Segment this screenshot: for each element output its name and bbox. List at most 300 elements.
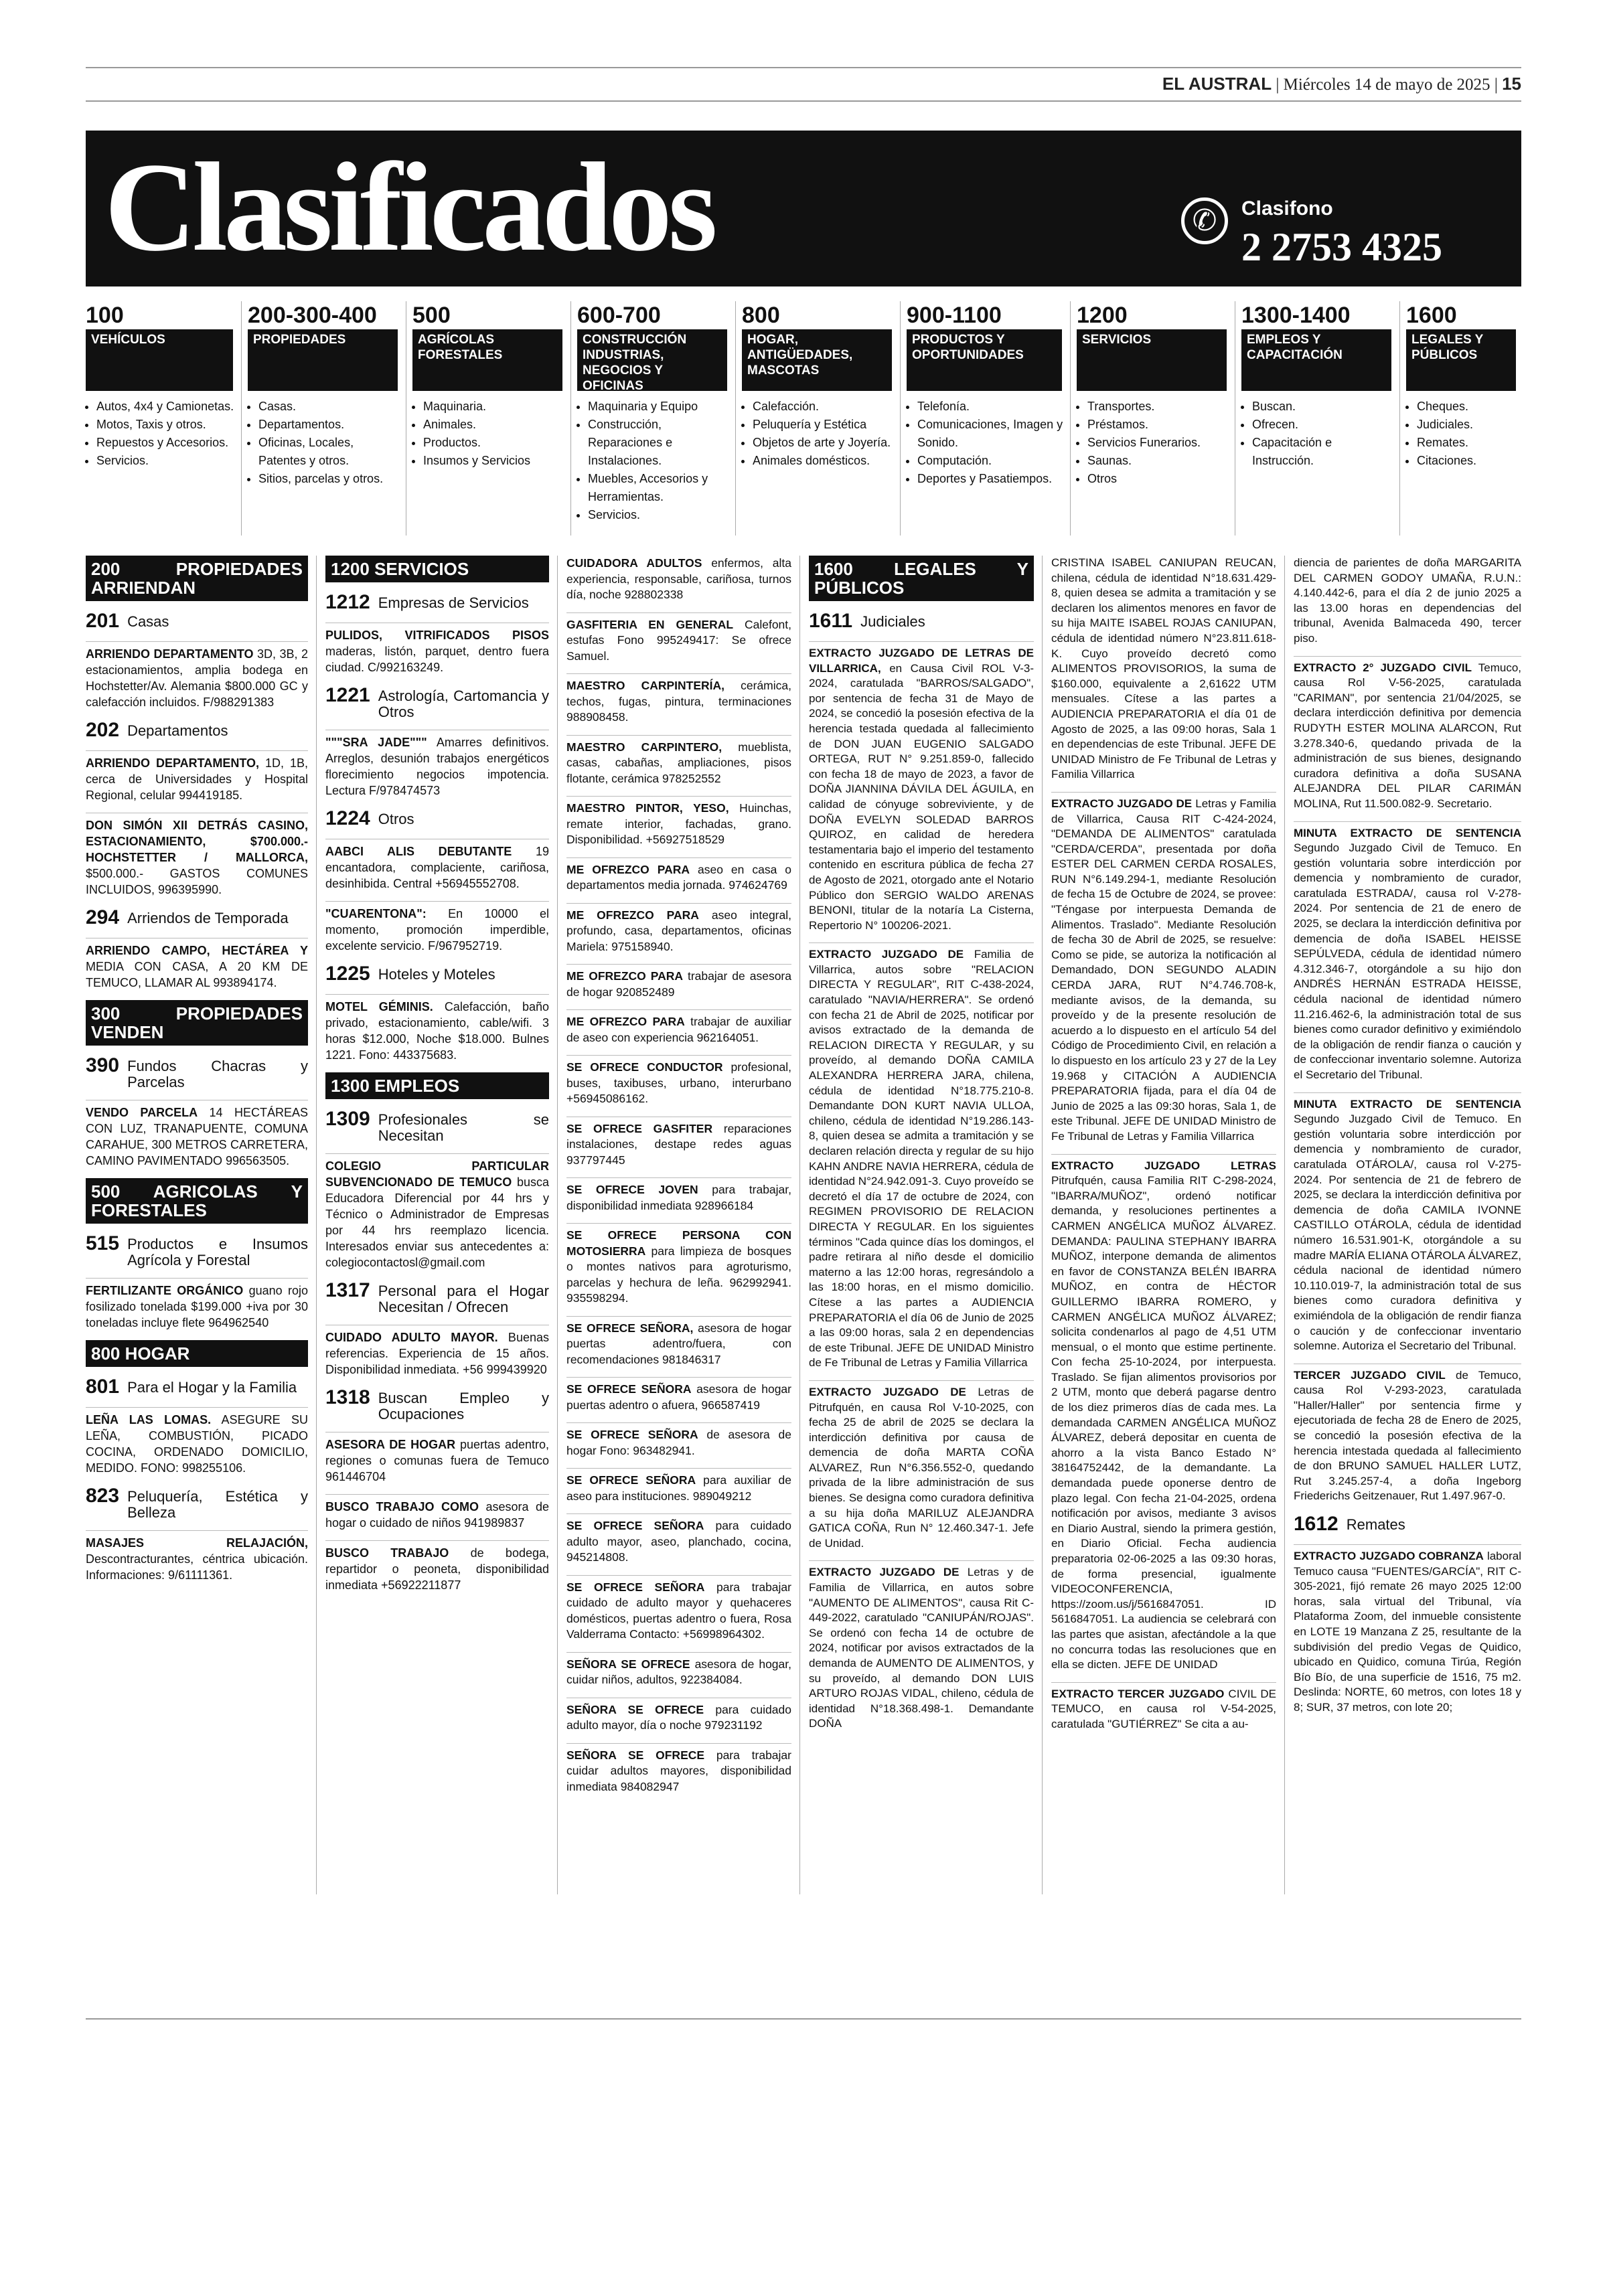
subsection-number: 801 [86,1376,120,1398]
list-item: • Computación. [917,452,1067,470]
ad-heading: AABCI ALIS DEBUTANTE [325,845,512,858]
ad-body: busca Educadora Diferencial por 44 hrs y Técnico o Administrador de Empresas por 44 hrs reemplazo licencia. Interesados enviar sus antecedentes a: colegiocontactosl@gmail.com [325,1175,549,1269]
category-items [412,398,568,470]
classified-ad [325,730,549,799]
classified-ad [566,1055,791,1107]
legal-notice [1051,556,1276,783]
legal-notice [809,1380,1034,1552]
ad-heading: EXTRACTO TERCER JUZGADO [1051,1687,1225,1700]
category-100 [86,301,238,536]
category-800 [742,301,897,536]
category-1600 [1406,301,1521,536]
ad-body: profesional, buses, taxibuses, urbano, interurbano +56945086162. [566,1060,791,1105]
ad-heading: ME OFREZCO PARA [566,969,684,983]
list-item: • Préstamos. [1087,416,1232,434]
classified-ad [566,1513,791,1566]
classified-ad [86,1100,308,1169]
section-banner [86,131,1521,286]
subsection-number: 1221 [325,684,370,706]
ad-body: CRISTINA ISABEL CANIUPAN REUCAN, chilena, cédula de identidad N°18.631.429-8, quien desea se admita a tramitación y se declaren los alimentos menores en favor de su hija MAITE ISABEL ROJAS CANIUPAN, cédula de identidad número N°23.811.618-K. Cuyo proveído decretó como ALIMENTOS PROVISORIOS, la suma de $160.000, equivalente a 2,61622 UTM mensuales. Cítese a las partes a AUDIENCIA PREPARATORIA el día 01 de Agosto de 2025, a las 09:00 horas, Sala 1 en dependencias de este Tribunal. JEFE DE UNIDAD Ministro de Fe Tribunal de Letras y Familia Villarrica [1051,556,1276,781]
classified-ad [566,796,791,848]
ad-heading: TERCER JUZGADO CIVIL [1294,1368,1446,1382]
classified-ad [325,1153,549,1270]
ad-heading: MAESTRO CARPINTERO, [566,740,722,754]
ad-heading: EXTRACTO JUZGADO DE [809,1385,966,1398]
section-title: Clasificados [104,137,714,278]
list-item: • Transportes. [1087,398,1232,416]
classified-ad [566,1177,791,1214]
divider [900,301,901,536]
legal-notice [1294,1544,1521,1716]
ad-heading: MASAJES RELAJACIÓN, [86,1536,308,1550]
subsection-number: 1309 [325,1108,370,1130]
ad-body: Descontracturantes, céntrica ubicación. Informaciones: 9/61111361. [86,1552,308,1582]
classified-ad [86,1530,308,1583]
ad-heading: MOTEL GÉMINIS. [325,1000,433,1013]
ad-heading: EXTRACTO JUZGADO DE [1051,797,1193,810]
column-divider [1284,556,1285,1894]
category-500 [412,301,568,536]
ad-heading: SE OFRECE SEÑORA [566,1519,704,1532]
ad-heading: EXTRACTO JUZGADO DE [809,1566,960,1579]
classified-ad [325,623,549,675]
subsection [809,610,1034,632]
subsection-number: 1212 [325,591,370,613]
column-divider [799,556,800,1894]
subsection-title: Empresas de Servicios [378,594,529,611]
header-rule [86,100,1521,102]
list-item: • Judiciales. [1417,416,1521,434]
ad-heading: ARRIENDO DEPARTAMENTO [86,647,254,661]
ad-heading: MAESTRO CARPINTERÍA, [566,679,725,692]
classified-ad [325,1432,549,1485]
list-item: • Departamentos. [258,416,403,434]
category-label: AGRÍCOLAS FORESTALES [412,329,562,391]
legal-notice [1294,1092,1521,1354]
ad-heading: EXTRACTO JUZGADO DE LETRAS DE VILLARRICA, [809,647,1034,675]
category-number: 600-700 [577,303,661,328]
issue-date: Miércoles 14 de mayo de 2025 [1283,76,1490,94]
category-number: 900-1100 [907,303,1002,328]
ad-heading: EXTRACTO JUZGADO COBRANZA [1294,1550,1484,1563]
ad-heading: ARRIENDO DEPARTAMENTO, [86,756,259,770]
subsection-title: Fundos Chacras y Parcelas [127,1058,308,1090]
ad-body: Letras de Pitrufquén, en causa Rol V-10-2025, con fecha 25 de abril de 2025 se declara la interdicción definitiva por causa de demencia de doña MARTA COÑA ALVAREZ, Run N°6.356.552-0, quedando privada de la libre administración de sus bienes. Se designa como curadora definitiva a su hija doña MARILUZ ALEJANDRA GATICA COÑA, Run N° 12.460.347-1. Jefe de Unidad. [809,1385,1035,1550]
section-bar: 1600 LEGALES Y PÚBLICOS [809,556,1034,601]
ad-body: Segundo Juzgado Civil de Temuco. En gestión voluntaria sobre interdicción por demencia y nombramiento de curador, caratulada ESTRADA/, causa rol V-278-2024. Por sentencia de 21 de enero de 2025, se declara la interdicción definitiva por demencia de doña ISABEL HEISSE SEPÚLVEDA, cédula de identidad número 4.312.346-7, otorgándole a su hijo don ANDRÉS HERNÁN ESTRADA HEISSE, cédula nacional de identidad número 11.216.462-6, la administración total de sus bienes como curador definitivo y eximiéndolo de la obligación de rendir fianza o caución y de confeccionar inventario solemne. Autoriza el Secretario del Tribunal. [1294,841,1521,1081]
list-item: • Oficinas, Locales, Patentes y otros. [258,434,403,470]
ad-heading: SE OFRECE SEÑORA [566,1580,705,1594]
legal-notice [809,942,1034,1371]
section-bar: 200 PROPIEDADES ARRIENDAN [86,556,308,601]
list-item: • Ofrecen. [1252,416,1397,434]
list-item: • Peluquería y Estética [753,416,897,434]
category-1200 [1077,301,1232,536]
column-2 [325,556,549,1603]
section-bar: 800 HOGAR [86,1340,308,1367]
ad-body: mueblista, casas, cabañas, ampliaciones, pisos flotante, cerámica 978252552 [566,740,791,785]
list-item: • Objetos de arte y Joyería. [753,434,897,452]
category-900 [907,301,1067,536]
subsection [325,592,549,613]
classified-ad [566,1422,791,1459]
list-item: • Animales. [423,416,568,434]
list-item: • Servicios. [96,452,238,470]
ad-heading: MINUTA EXTRACTO DE SENTENCIA [1294,826,1521,839]
category-label: PROPIEDADES [248,329,398,391]
ad-body: Pitrufquén, causa Familia RIT C-298-2024, "IBARRA/MUÑOZ", ordenó notificar demanda, y resoluciones pertinentes a CARMEN ANGÉLICA MUÑOZ ÁLVAREZ. DEMANDA: PAULINA STEPHANY IBARRA MUÑOZ, interpone demanda de alimentos en favor de CONSTANZA BELÉN IBARRA MUÑOZ, en contra de HÉCTOR GUILLERMO IBARRA ROMERO, y CARMEN ANGÉLICA MUÑOZ ÁLVAREZ; solicita condenarlos al pago de 4,51 UTM mensual, o el monto que estime pertinente. Con fecha 25-10-2024, por interpuesta. Traslado. Se fijan alimentos provisorios por 2 UTM, monto que deberá pagarse dentro de los diez primeros días de cada mes. La demandada CARMEN ANGÉLICA MUÑOZ ÁLVAREZ, deberá depositar en cuenta de ahorro a la vista Banco Estado N° 38164752442, de la demandante. La demandada puede oponerse dentro de plazo legal. Con fecha 21-04-2025, ordena notificación por avisos, mediante 3 avisos en Diario Austral, siendo la primera gestión, en Diario Oficial. Fecha audiencia preparatoria 02-06-2025 a las 09:30 horas, de forma presencial, igualmente VIDEOCONFERENCIA, https://zoom.us/j/5616847051. ID 5616847051. La audiencia se celebrará con las partes que asistan, afectándole a la que no concurra todas las resoluciones que en ella se dicten. JEFE DE UNIDAD [1051,1174,1276,1671]
ad-heading: SE OFRECE SEÑORA, [566,1321,694,1335]
list-item: • Sitios, parcelas y otros. [258,470,403,488]
category-items [577,398,733,524]
subsection-title: Profesionales se Necesitan [378,1111,549,1144]
ad-body: de bodega, repartidor o peoneta, disponibilidad inmediata +56922211877 [325,1546,549,1592]
ad-heading: PULIDOS, VITRIFICADOS PISOS [325,629,549,642]
column-1 [86,556,308,1592]
ad-body: 3D, 3B, 2 estacionamientos, amplia bodega en Hochstetter/Av. Alemania $800.000 GC y calefacción incluidos. F/988291383 [86,647,308,709]
classified-ad [566,1009,791,1046]
subsection [86,1485,308,1521]
subsection [86,1055,308,1090]
ad-heading: ME OFREZCO PARA [566,908,699,922]
classified-ad [86,938,308,991]
list-item: • Saunas. [1087,452,1232,470]
category-label: PRODUCTOS Y OPORTUNIDADES [907,329,1062,391]
column-divider [557,556,558,1894]
subsection-title: Remates [1346,1516,1405,1534]
subsection-number: 515 [86,1232,120,1254]
ad-body: guano rojo fosilizado tonelada $199.000 +iva por 30 toneladas incluye flete 964962540 [86,1284,308,1329]
ad-heading: FERTILIZANTE ORGÁNICO [86,1284,244,1297]
list-item: • Motos, Taxis y otros. [96,416,238,434]
category-items [1406,398,1521,470]
ad-heading: SE OFRECE GASFITER [566,1121,713,1135]
list-item: • Casas. [258,398,403,416]
classified-ad [325,1494,549,1531]
legal-notice [809,641,1034,933]
ad-heading: SE OFRECE CONDUCTOR [566,1060,723,1074]
ad-heading: COLEGIO PARTICULAR SUBVENCIONADO DE TEMUCO [325,1159,549,1189]
category-600 [577,301,733,536]
clasifono-label: Clasifono [1241,197,1333,220]
list-item: • Maquinaria y Equipo [588,398,733,416]
classified-ad [566,1117,791,1169]
subsection-title: Peluquería, Estética y Belleza [127,1488,308,1521]
list-item: • Servicios. [588,506,733,524]
ad-body: ASEGURE SU LEÑA, COMBUSTIÓN, PICADO COCINA, ORDENADO DOMICILIO, MEDIDO. FONO: 998255106. [86,1413,308,1475]
column-divider [316,556,317,1894]
subsection-number: 1612 [1294,1513,1338,1536]
ad-heading: VENDO PARCELA [86,1106,198,1119]
ad-body: 14 HECTÁREAS CON LUZ, TRANAPUENTE, COMUNA CARAHUE, 300 METROS CARRETERA, CAMINO PAVIMENTADO 996563505. [86,1106,308,1167]
category-index [86,301,1521,536]
page-header: EL AUSTRAL | Miércoles 14 de mayo de 2025 | 15 [1162,74,1521,94]
category-200 [248,301,403,536]
phone-icon: ✆ [1181,197,1228,244]
paper-name: EL AUSTRAL [1162,74,1272,94]
category-items [742,398,897,470]
classified-ad [566,1743,791,1795]
subsection-number: 823 [86,1485,120,1507]
subsection-title: Personal para el Hogar Necesitan / Ofrecen [378,1283,549,1315]
ad-heading: SE OFRECE PERSONA CON MOTOSIERRA [566,1228,791,1258]
subsection [325,808,549,829]
ad-body: diencia de parientes de doña MARGARITA DEL CARMEN GODOY UMAÑA, R.U.N.: 4.140.442-6, para el día 2 de junio 2025 a las 13.00 horas en dependencias del tribunal, Avenida Balmaceda 490, tercer piso. [1294,556,1521,645]
category-number: 100 [86,303,124,328]
classified-ad [566,903,791,955]
list-item: • Productos. [423,434,568,452]
subsection-title: Hoteles y Moteles [378,966,495,983]
ad-body: reparaciones instalaciones, destape redes aguas 937797445 [566,1121,791,1167]
classified-ad [566,1316,791,1368]
classified-ad [86,813,308,898]
ad-heading: SE OFRECE JOVEN [566,1183,698,1196]
ad-body: de asesora de hogar Fono: 963482941. [566,1428,791,1457]
classified-ad [566,964,791,1000]
ad-body: de Temuco, causa Rol V-293-2023, caratulada "Haller/Haller" por sentencia firme y ejecutoriada de fecha 28 de Enero de 2025, se concedió la posesión efectiva de la herencia intestada quedada al fallecimiento de don BRUNO SAMUEL HALLER LUTZ, Rut 3.245.257-4, a doña Ingeborg Friederichs Geitzenauer, Rut 1.497.967-0. [1294,1368,1522,1503]
ad-body: trabajar de asesora de hogar 920852489 [566,969,791,999]
classified-ad [566,1698,791,1734]
ad-heading: ME OFREZCO PARA [566,862,690,876]
classified-ad [86,641,308,710]
subsection-number: 202 [86,719,120,741]
ad-body: $500.000.- GASTOS COMUNES INCLUIDOS, 996395990. [86,867,308,896]
classified-ad [566,612,791,665]
list-item: • Animales domésticos. [753,452,897,470]
ad-body: asesora de hogar, cuidar niños, adultos, 922384084. [566,1657,791,1686]
legal-notice [1051,792,1276,1145]
ad-heading: "CUARENTONA": [325,907,427,920]
legal-notice [1294,1364,1521,1504]
classified-ad [566,1223,791,1307]
subsection [86,720,308,741]
legal-notice [1294,556,1521,647]
ad-heading: CUIDADO ADULTO MAYOR. [325,1331,498,1344]
subsection [325,1109,549,1144]
list-item: • Autos, 4x4 y Camionetas. [96,398,238,416]
subsection-title: Astrología, Cartomancia y Otros [378,687,549,720]
ad-body: aseo en casa o departamentos media jornada. 974624769 [566,862,791,892]
ad-heading: ARRIENDO CAMPO, HECTÁREA Y [86,944,308,957]
ad-body: asesora de hogar o cuidado de niños 941989837 [325,1500,549,1530]
subsection-title: Productos e Insumos Agrícola y Forestal [127,1236,308,1268]
ad-heading: SE OFRECE SEÑORA [566,1382,692,1396]
classified-ad [325,901,549,954]
category-items [86,398,238,470]
subsection [1294,1513,1521,1535]
category-label: CONSTRUCCIÓN INDUSTRIAS, NEGOCIOS Y OFICINAS [577,329,727,391]
subsection-title: Arriendos de Temporada [127,910,289,926]
subsection-number: 1318 [325,1386,370,1408]
ad-body: asesora de hogar puertas adentro o afuera, 966587419 [566,1382,791,1412]
column-3 [566,556,791,1804]
subsection [325,963,549,985]
ad-heading: EXTRACTO JUZGADO LETRAS [1051,1159,1276,1172]
category-label: EMPLEOS Y CAPACITACIÓN [1241,329,1391,391]
list-item: • Buscan. [1252,398,1397,416]
classified-ad [325,994,549,1063]
subsection [86,1233,308,1268]
subsection-title: Buscan Empleo y Ocupaciones [378,1390,549,1422]
ad-heading: DON SIMÓN XII DETRÁS CASINO, ESTACIONAMIENTO, $700.000.- HOCHSTETTER / MALLORCA, [86,819,308,864]
ad-heading: SEÑORA SE OFRECE [566,1702,704,1716]
category-number: 1200 [1077,303,1128,328]
list-item: • Telefonía. [917,398,1067,416]
category-label: SERVICIOS [1077,329,1227,391]
section-bar: 300 PROPIEDADES VENDEN [86,1000,308,1046]
subsection-title: Para el Hogar y la Familia [127,1379,297,1396]
category-label: VEHÍCULOS [86,329,233,391]
subsection-number: 1225 [325,963,370,985]
top-rule [86,67,1521,68]
ad-body: puertas adentro, regiones o comunas fuera de Temuco 961446704 [325,1438,550,1483]
subsection [86,610,308,632]
section-bar: 1200 SERVICIOS [325,556,549,582]
category-number: 500 [412,303,451,328]
subsection-number: 201 [86,610,120,632]
subsection [325,685,549,720]
subsection-number: 390 [86,1054,120,1076]
ad-heading: MINUTA EXTRACTO DE SENTENCIA [1294,1097,1521,1111]
list-item: • Repuestos y Accesorios. [96,434,238,452]
ad-heading: MAESTRO PINTOR, YESO, [566,801,729,815]
ad-body: 19 encantadora, complaciente, cariñosa, desinhibida. Central +56945552708. [325,845,549,890]
ad-body: para auxiliar de aseo para instituciones. 989049212 [566,1473,791,1503]
list-item: • Muebles, Accesorios y Herramientas. [588,470,733,506]
subsection [325,1280,549,1315]
subsection [86,907,308,928]
list-item: • Citaciones. [1417,452,1521,470]
section-bar: 1300 EMPLEOS [325,1072,549,1099]
classified-ad [566,1652,791,1688]
ad-heading: """SRA JADE""" [325,736,427,749]
ad-body: Familia de Villarrica, autos sobre "RELACION DIRECTA Y REGULAR", RIT C-438-2024, caratulado "NAVIA/HERRERA". Se ordenó con fecha 21 de Abril de 2025, notificar por avisos extractado de la demanda de RELACION DIRECTA Y REGULAR, y su proveído, al demando DOÑA CAMILA ALEXANDRA HERRERA JARA, chilena, cédula de identidad N°18.775.210-8. Demandante DON KURT NAVIA ULLOA, chileno, cédula de identidad N°19.286.143-8, quien desea se admita a tramitación y se declaren relación directa y regular de su hijo KAHN ANDRE NAVIA HERRERA, cédula de identidad N°24.942.091-3. Cuyo proveído se decretó el día 17 de octubre de 2024, con REGIMEN PROVISORIO DE RELACION DIRECTA Y REGULAR. En los siguientes términos "Cada quince días los domingos, el padre retirara al niño desde el domicilio materno a las 12:00 horas, regresándolo a las 18:00 horas, en el mismo domicilio. Cítese a las partes a AUDIENCIA PREPARATORIA el día 06 de Junio de 2025 a las 09:00 horas, sala 2 en dependencias de este Tribunal. JEFE DE UNIDAD Ministro de Fe Tribunal de Letras y Familia Villarrica [809,948,1035,1370]
ad-heading: BUSCO TRABAJO COMO [325,1500,479,1513]
column-4 [809,556,1034,1741]
ad-heading: SE OFRECE SEÑORA [566,1428,698,1441]
list-item: • Calefacción. [753,398,897,416]
divider [1070,301,1071,536]
subsection-title: Casas [127,613,169,630]
ad-body: maderas, listón, parquet, dentro fuera ciudad. C/992163249. [325,645,549,674]
divider [570,301,571,536]
column-6 [1294,556,1521,1725]
ad-body: En 10000 el momento, promoción imperdible, excelente servicio. F/967952719. [325,907,549,953]
classified-ad [325,1325,549,1378]
ad-body: aseo integral, profundo, casa, departamentos, oficinas Mariela: 975158940. [566,908,791,953]
classified-ad [566,857,791,894]
legal-notice [809,1560,1034,1732]
ad-body: Letras y de Familia de Villarrica, en autos sobre "AUMENTO DE ALIMENTOS", causa Rit C-449-2022, caratulado "CANIUPÁN/ROJAS". Se ordenó con fecha 14 de octubre de 2024, notificar por avisos extractados de la demanda de AUMENTO DE ALIMENTOS, y su proveído, al demando DON LUIS ARTURO ROJAS VIDAL, chileno, cédula de identidad N°18.368.498-1. Demandante DOÑA [809,1566,1035,1730]
classified-ad [325,839,549,892]
ad-body: MEDIA CON CASA, A 20 KM DE TEMUCO, LLAMAR AL 993894174. [86,960,308,989]
ad-body: Calefont, estufas Fono 995249417: Se ofrece Samuel. [566,617,792,663]
classified-ad [86,750,308,803]
page-number: 15 [1502,74,1521,94]
legal-notice [1294,821,1521,1083]
subsection-number: 1611 [809,610,853,632]
category-number: 1300-1400 [1241,303,1351,328]
list-item: • Insumos y Servicios [423,452,568,470]
classified-ad [566,1377,791,1413]
divider [1399,301,1400,536]
ad-heading: LEÑA LAS LOMAS. [86,1413,212,1426]
category-number: 200-300-400 [248,303,377,328]
classified-ad [325,1540,549,1593]
list-item: • Remates. [1417,434,1521,452]
ad-body: cerámica, techos, fugas, pintura, terminaciones 988908458. [566,679,791,724]
ad-body: para trabajar cuidar adultos mayores, disponibilidad inmediata 984082947 [566,1748,791,1793]
ad-body: para limpieza de bosques o montes nativos para agroturismo, parcelas y hechura de leña. 962992941. 935598294. [566,1244,791,1305]
category-items [907,398,1067,488]
legal-notice [1051,1682,1276,1732]
classified-ad [566,673,791,726]
subsection-title: Judiciales [860,613,925,630]
ad-body: Huinchas, remate interior, fachadas, grano. Disponibilidad. +56927518529 [566,801,791,846]
category-items [1241,398,1397,470]
list-item: • Capacitación e Instrucción. [1252,434,1397,470]
classified-ad [566,1575,791,1643]
list-item: • Cheques. [1417,398,1521,416]
ad-body: Calefacción, baño privado, estacionamiento, cable/wifi. 3 horas $12.000, Noche $18.000. Bulnes 1221. Fono: 443375683. [325,1000,549,1062]
ad-heading: SEÑORA SE OFRECE [566,1748,705,1762]
ad-body: CIVIL DE TEMUCO, en causa rol V-54-2025, caratulada "GUTIÉRREZ" Se cita a au- [1051,1687,1276,1730]
divider [241,301,242,536]
list-item: • Comunicaciones, Imagen y Sonido. [917,416,1067,452]
category-label: HOGAR, ANTIGÜEDADES, MASCOTAS [742,329,892,391]
legal-notice [1051,1154,1276,1673]
ad-heading: ME OFREZCO PARA [566,1015,685,1028]
ad-body: Amarres definitivos. Arreglos, desunión trabajos energéticos florecimiento negocios impotencia. Lectura F/978474573 [325,736,549,797]
subsection-number: 1317 [325,1279,370,1301]
ad-body: Letras y Familia de Villarrica, Causa RIT C-424-2024, "DEMANDA DE ALIMENTOS" caratulada "CERDA/CERDA", presentada por doña ESTER DEL CARMEN CERDA ROSALES, RUN N°6.149.294-1, mediante Resolución de fecha 15 de Octubre de 2024, se provee: "Téngase por interpuesta Demanda de Alimentos. Traslado". Mediante Resolución de fecha 30 de Abril de 2025, se resuelve: Como se pide, se autoriza la notificación al Demandado, DON SEGUNDO ALADIN CERDA JARA, RUT N°4.746.708-k, mediante avisos, de la demanda, su proveído y de la presente resolución de acuerdo a lo dispuesto en el artículo 54 del Código de Procedimiento Civil, en relación a lo dispuesto en los artículo 23 y 27 de la Ley 19.968 y CITACIÓN A AUDIENCIA PREPARATORIA fijada, para el día 04 de Junio de 2025 a las 09:30 horas, Sala 1, de este Tribunal. JEFE DE UNIDAD Ministro de Fe Tribunal de Letras y Familia Villarrica [1051,797,1276,1143]
subsection [325,1387,549,1422]
section-bar: 500 AGRICOLAS Y FORESTALES [86,1178,308,1224]
list-item: • Maquinaria. [423,398,568,416]
ad-body: Temuco, causa Rol V-56-2025, caratulada "CARIMAN", por sentencia 21/04/2025, se declara interdicción definitiva por demencia RUDYTH ESTER MOLINA ALARCON, Rut 3.278.340-6, quedando privada de la administración de sus bienes, designando curadora definitiva a doña SUSANA ALEJANDRA DEL PILAR CARIMÁN MOLINA, Rut 11.500.082-9. Secretario. [1294,661,1521,810]
subsection-title: Otros [378,811,414,827]
column-5 [1051,556,1276,1742]
classified-ad [566,735,791,787]
bottom-rule [86,2018,1521,2020]
ad-heading: EXTRACTO JUZGADO DE [809,948,964,961]
classified-ad [566,556,791,603]
category-items [1077,398,1232,488]
ad-body: para trabajar, disponibilidad inmediata 928966184 [566,1183,791,1212]
list-item: • Servicios Funerarios. [1087,434,1232,452]
ad-body: para cuidado adulto mayor, día o noche 979231192 [566,1702,791,1732]
ad-heading: EXTRACTO 2° JUZGADO CIVIL [1294,661,1472,674]
ad-body: trabajar de auxiliar de aseo con experiencia 962164051. [566,1015,791,1044]
subsection-number: 1224 [325,807,370,829]
list-item: • Otros [1087,470,1232,488]
category-items [248,398,403,488]
clasifono-number: 2 2753 4325 [1241,225,1442,269]
category-number: 1600 [1406,303,1457,328]
subsection [86,1376,308,1398]
category-number: 800 [742,303,780,328]
classified-ad [86,1407,308,1476]
ad-body: en Causa Civil ROL V-3-2024, caratulada "BARROS/SALGADO", por sentencia de fecha 31 de Mayo de 2024, se concedió la posesión efectiva de la herencia testada quedada al fallecimiento de DON JUAN EUGENIO SALGADO ORTEGA, RUT N° 9.251.859-0, fallecido con fecha 18 de mayo de 2023, a favor de DOÑA JIANNINA DÁVILA DEL ÁGUILA, en calidad de cónyuge sobreviviente, y de DOÑA EVELYN SOLEDAD BARROS QUIROZ, en calidad de heredera testamentaria bajo el imperio del testamento contenido en escritura pública de fecha 27 de Agosto de 2021, otorgado ante el Notario Público don SERGIO WALDO ARENAS BENONI, titular de la notaría La Cisterna, Repertorio N° 100206-2021. [809,661,1034,932]
ad-heading: ASESORA DE HOGAR [325,1438,456,1451]
column-divider [1042,556,1043,1894]
subsection-number: 294 [86,906,120,928]
ad-body: enfermos, alta experiencia, responsable, cariñosa, turnos día, noche 928802338 [566,556,792,601]
ad-body: 1D, 1B, cerca de Universidades y Hospital Regional, celular 994419185. [86,756,308,802]
ad-heading: SEÑORA SE OFRECE [566,1657,690,1671]
ad-body: asesora de hogar puertas adentro/fuera, con recomendaciones 981846317 [566,1321,791,1366]
legal-notice [1294,656,1521,812]
